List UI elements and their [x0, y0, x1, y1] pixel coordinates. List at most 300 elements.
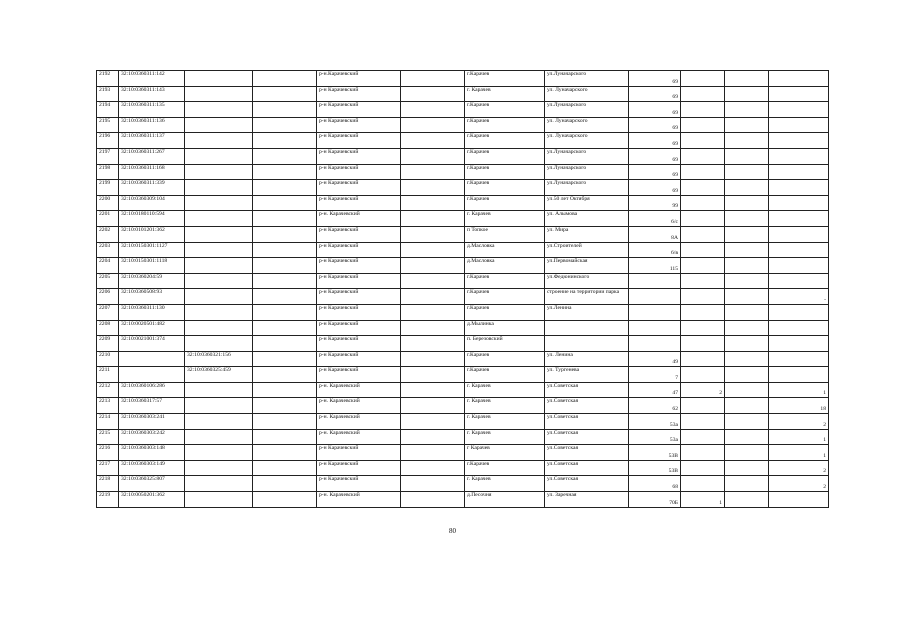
cell-settlement: г.Карачев: [465, 102, 545, 118]
cell-c10: [681, 148, 725, 164]
cell-settlement: г.Карачев: [465, 71, 545, 87]
cell-settlement: д.Мылинка: [465, 320, 545, 336]
cell-no: 2199: [97, 180, 119, 196]
cell-no: 2193: [97, 86, 119, 102]
cell-settlement: г. Карачев: [465, 211, 545, 227]
table-row: [97, 460, 829, 476]
cell-house: 69: [629, 148, 681, 164]
cell-c10: [681, 86, 725, 102]
cell-settlement: г. Карачев: [465, 398, 545, 414]
table-row: [97, 289, 829, 305]
table-row: [97, 304, 829, 320]
cell-cad1: 32:10:0150301:1127: [119, 242, 185, 258]
cell-street: ул.Советская: [545, 460, 629, 476]
cell-c10: [681, 133, 725, 149]
cell-district: р-н Карачевский: [317, 320, 401, 336]
cell-c10: [681, 336, 725, 352]
cell-c12: [769, 258, 829, 274]
table-row: [97, 180, 829, 196]
cell-c10: [681, 320, 725, 336]
cell-c10: [681, 71, 725, 87]
cell-cad1: 32:10:0360204:59: [119, 273, 185, 289]
cell-no: 2195: [97, 117, 119, 133]
cell-c10: [681, 476, 725, 492]
cell-c11: [725, 102, 769, 118]
cell-no: 2200: [97, 195, 119, 211]
cell-c6: [401, 460, 465, 476]
cell-c12: [769, 117, 829, 133]
cell-cad1: 32:10:0360325:807: [119, 476, 185, 492]
cell-c4: [253, 86, 317, 102]
cell-cad1: 32:10:0180110:594: [119, 211, 185, 227]
table-row: [97, 164, 829, 180]
cell-c4: [253, 320, 317, 336]
table-row: [97, 414, 829, 430]
cell-street: ул.Советская: [545, 445, 629, 461]
cell-district: р-н Карачевский: [317, 367, 401, 383]
cell-c11: [725, 492, 769, 508]
cell-c6: [401, 367, 465, 383]
cell-street: ул.50 лет Октября: [545, 195, 629, 211]
cell-no: 2212: [97, 382, 119, 398]
cell-street: ул. Тургенева: [545, 367, 629, 383]
cell-cad2: [185, 445, 253, 461]
cell-settlement: г.Карачев: [465, 351, 545, 367]
cell-c6: [401, 445, 465, 461]
cell-house: 53В: [629, 460, 681, 476]
cell-street: ул. Мира: [545, 226, 629, 242]
cell-c10: [681, 117, 725, 133]
cell-district: р-н Карачевский: [317, 242, 401, 258]
cell-c12: [769, 148, 829, 164]
cell-c11: [725, 414, 769, 430]
cell-cad2: [185, 414, 253, 430]
cell-street: ул. Луначарского: [545, 133, 629, 149]
cell-c10: 2: [681, 382, 725, 398]
cell-c6: [401, 133, 465, 149]
cell-cad2: 32:10:0360321:156: [185, 351, 253, 367]
cell-district: р-н Карачевский: [317, 351, 401, 367]
table-row: [97, 242, 829, 258]
cell-district: р-н. Карачевский: [317, 211, 401, 227]
cell-c12: [769, 351, 829, 367]
cell-cad1: 32:10:0360303:242: [119, 429, 185, 445]
cell-c4: [253, 211, 317, 227]
cell-cad2: [185, 211, 253, 227]
cell-c4: [253, 289, 317, 305]
cell-c6: [401, 180, 465, 196]
cell-c4: [253, 258, 317, 274]
cell-district: р-н Карачевский: [317, 117, 401, 133]
cell-settlement: п. Березовский: [465, 336, 545, 352]
cell-district: р-н Карачевский: [317, 226, 401, 242]
cell-no: 2208: [97, 320, 119, 336]
cell-c6: [401, 351, 465, 367]
cell-street: ул.Советская: [545, 414, 629, 430]
cell-c11: [725, 195, 769, 211]
cell-c6: [401, 258, 465, 274]
cell-street: ул.Советская: [545, 398, 629, 414]
cell-street: ул.Луначарского: [545, 180, 629, 196]
cell-c12: [769, 367, 829, 383]
cell-house: 69: [629, 117, 681, 133]
cell-c12: [769, 102, 829, 118]
cell-c11: [725, 320, 769, 336]
cell-district: р-н Карачевский: [317, 289, 401, 305]
page-number: 80: [449, 527, 456, 535]
cell-no: 2206: [97, 289, 119, 305]
table-row: [97, 367, 829, 383]
cell-cad1: 32:10:0360303:149: [119, 460, 185, 476]
cell-house: 69: [629, 71, 681, 87]
cell-c12: [769, 180, 829, 196]
table-row: [97, 195, 829, 211]
cell-cad2: 32:10:0360325:459: [185, 367, 253, 383]
cell-house: 69: [629, 133, 681, 149]
cell-house: [629, 304, 681, 320]
cell-house: 53В: [629, 445, 681, 461]
cell-c12: [769, 71, 829, 87]
cell-house: 69: [629, 180, 681, 196]
cell-c10: [681, 351, 725, 367]
cell-cad2: [185, 398, 253, 414]
cell-no: 2209: [97, 336, 119, 352]
cell-house: 99: [629, 195, 681, 211]
cell-house: 47: [629, 382, 681, 398]
cell-c4: [253, 382, 317, 398]
cell-c12: [769, 492, 829, 508]
cell-c12: -: [769, 289, 829, 305]
cell-house: 7: [629, 367, 681, 383]
table-row: [97, 273, 829, 289]
cell-c11: [725, 148, 769, 164]
cell-street: строение на территории парка: [545, 289, 629, 305]
cell-district: р-н Карачевский: [317, 445, 401, 461]
cell-house: [629, 336, 681, 352]
cell-c4: [253, 242, 317, 258]
cell-c10: [681, 102, 725, 118]
cell-house: 69: [629, 86, 681, 102]
cell-cad1: 32:10:0360311:143: [119, 86, 185, 102]
cell-cad1: 32:10:0360311:142: [119, 71, 185, 87]
cell-settlement: г. Карачев: [465, 476, 545, 492]
cell-house: [629, 289, 681, 305]
table-row: [97, 351, 829, 367]
cell-c10: [681, 273, 725, 289]
cell-cad1: 32:10:0360317:57: [119, 398, 185, 414]
cell-street: ул. Луначарского: [545, 117, 629, 133]
cell-c4: [253, 71, 317, 87]
cell-c10: [681, 164, 725, 180]
cell-c4: [253, 429, 317, 445]
cell-cad2: [185, 336, 253, 352]
cell-c12: [769, 133, 829, 149]
cell-cad1: 32:10:0360311:168: [119, 164, 185, 180]
cell-c6: [401, 86, 465, 102]
cell-c11: [725, 133, 769, 149]
cell-cad2: [185, 460, 253, 476]
cell-c4: [253, 195, 317, 211]
cell-house: 115: [629, 258, 681, 274]
cell-c11: [725, 258, 769, 274]
cell-cad2: [185, 148, 253, 164]
cell-c4: [253, 148, 317, 164]
cell-street: ул. Алымова: [545, 211, 629, 227]
cell-no: 2205: [97, 273, 119, 289]
cell-c10: 1: [681, 492, 725, 508]
table-row: [97, 148, 829, 164]
cell-c6: [401, 71, 465, 87]
cell-cad1: 32:10:0360311:136: [119, 117, 185, 133]
cell-c11: [725, 289, 769, 305]
cell-settlement: г.Карачев: [465, 289, 545, 305]
cell-settlement: г.Карачев: [465, 273, 545, 289]
cell-cad1: [119, 367, 185, 383]
cell-cad1: [119, 351, 185, 367]
cell-c4: [253, 445, 317, 461]
cell-district: р-н Карачевский: [317, 180, 401, 196]
cell-house: 53а: [629, 414, 681, 430]
cell-c6: [401, 102, 465, 118]
cell-c6: [401, 195, 465, 211]
cell-c6: [401, 273, 465, 289]
cell-street: ул.Советская: [545, 429, 629, 445]
cell-c6: [401, 242, 465, 258]
cell-cad2: [185, 195, 253, 211]
cell-district: р-н Карачевский: [317, 195, 401, 211]
cell-settlement: г.Карачев: [465, 460, 545, 476]
cell-c10: [681, 460, 725, 476]
table-row: [97, 226, 829, 242]
cell-c6: [401, 226, 465, 242]
cell-cad1: 32:10:0360309:104: [119, 195, 185, 211]
cell-c12: 2: [769, 460, 829, 476]
cell-district: р-н. Карачевский: [317, 382, 401, 398]
cell-settlement: г Карачев: [465, 445, 545, 461]
table-row: [97, 258, 829, 274]
cell-house: 68: [629, 476, 681, 492]
cell-house: 49: [629, 351, 681, 367]
cell-c12: [769, 273, 829, 289]
cell-c10: [681, 226, 725, 242]
cell-c12: 2: [769, 414, 829, 430]
cell-c4: [253, 476, 317, 492]
cell-street: [545, 336, 629, 352]
cell-c11: [725, 460, 769, 476]
cell-district: р-н Карачевский: [317, 336, 401, 352]
cell-no: 2219: [97, 492, 119, 508]
cell-settlement: д.Масловка: [465, 242, 545, 258]
cell-district: р-н Карачевский: [317, 164, 401, 180]
cell-street: ул.Строителей: [545, 242, 629, 258]
cell-c12: [769, 226, 829, 242]
cell-c12: [769, 304, 829, 320]
cell-c6: [401, 382, 465, 398]
cell-c10: [681, 211, 725, 227]
cell-c4: [253, 367, 317, 383]
cell-c11: [725, 304, 769, 320]
cell-c4: [253, 460, 317, 476]
cell-no: 2194: [97, 102, 119, 118]
cell-cad2: [185, 71, 253, 87]
cell-cad2: [185, 492, 253, 508]
cell-c12: [769, 211, 829, 227]
cell-no: 2196: [97, 133, 119, 149]
cell-c6: [401, 429, 465, 445]
cell-c10: [681, 289, 725, 305]
cell-house: 53а: [629, 429, 681, 445]
cell-no: 2192: [97, 71, 119, 87]
cell-cad2: [185, 226, 253, 242]
cell-c12: [769, 164, 829, 180]
cell-no: 2202: [97, 226, 119, 242]
cell-c11: [725, 242, 769, 258]
table-row: [97, 211, 829, 227]
cell-street: ул.Ленина: [545, 304, 629, 320]
table-row: [97, 398, 829, 414]
cell-cad1: 32:10:0050201:362: [119, 492, 185, 508]
cell-cad1: 32:10:0360303:241: [119, 414, 185, 430]
cell-c11: [725, 164, 769, 180]
cell-c10: [681, 367, 725, 383]
cell-street: ул.Луначарского: [545, 102, 629, 118]
cell-c4: [253, 273, 317, 289]
cell-settlement: г.Карачев: [465, 367, 545, 383]
cell-c12: 18: [769, 398, 829, 414]
cell-cad1: 32:10:0360508:93: [119, 289, 185, 305]
cell-c11: [725, 398, 769, 414]
table-row: [97, 445, 829, 461]
cell-c10: [681, 429, 725, 445]
cell-c10: [681, 242, 725, 258]
cell-cad2: [185, 476, 253, 492]
cell-district: р-н. Карачевский: [317, 492, 401, 508]
cell-no: 2213: [97, 398, 119, 414]
cell-c11: [725, 382, 769, 398]
cell-c6: [401, 304, 465, 320]
cell-c10: [681, 414, 725, 430]
cell-c10: [681, 195, 725, 211]
table-row: [97, 429, 829, 445]
cell-district: р-н. Карачевский: [317, 398, 401, 414]
cell-no: 2211: [97, 367, 119, 383]
table-row: [97, 492, 829, 508]
cell-street: ул.Первомайская: [545, 258, 629, 274]
cell-c4: [253, 226, 317, 242]
cell-cad1: 32:10:0020501:482: [119, 320, 185, 336]
table-row: [97, 320, 829, 336]
cell-district: р-н.Карачевский: [317, 71, 401, 87]
table-row: [97, 476, 829, 492]
cell-no: 2207: [97, 304, 119, 320]
cell-settlement: г. Карачев: [465, 414, 545, 430]
cell-settlement: г. Карачев: [465, 429, 545, 445]
cell-cad2: [185, 273, 253, 289]
cell-c12: 1: [769, 382, 829, 398]
table-row: [97, 117, 829, 133]
cell-c12: 2: [769, 476, 829, 492]
cell-settlement: г. Карачев: [465, 382, 545, 398]
cell-street: ул. Луначарского: [545, 86, 629, 102]
cell-no: 2216: [97, 445, 119, 461]
cell-c12: [769, 195, 829, 211]
cell-c10: [681, 398, 725, 414]
cell-no: 2217: [97, 460, 119, 476]
cell-c6: [401, 164, 465, 180]
cell-settlement: г.Карачев: [465, 195, 545, 211]
cell-settlement: г.Карачев: [465, 304, 545, 320]
cell-house: 70Б: [629, 492, 681, 508]
cell-c12: 1: [769, 445, 829, 461]
cell-district: р-н Карачевский: [317, 273, 401, 289]
cell-street: ул.Советская: [545, 382, 629, 398]
table-row: [97, 133, 829, 149]
cell-district: р-н. Карачевский: [317, 429, 401, 445]
cell-c11: [725, 429, 769, 445]
cell-c6: [401, 289, 465, 305]
cell-house: 8А: [629, 226, 681, 242]
cell-settlement: п Топкое: [465, 226, 545, 242]
cell-c11: [725, 445, 769, 461]
cell-cad1: 32:10:0101201:362: [119, 226, 185, 242]
cell-c4: [253, 180, 317, 196]
cell-house: 6/в: [629, 242, 681, 258]
register-table: [96, 70, 829, 508]
cell-cad2: [185, 382, 253, 398]
cell-c11: [725, 336, 769, 352]
cell-cad1: 32:10:0360311:130: [119, 304, 185, 320]
cell-street: ул.Советская: [545, 476, 629, 492]
cell-district: р-н Карачевский: [317, 258, 401, 274]
cell-c12: 1: [769, 429, 829, 445]
cell-c12: [769, 336, 829, 352]
cell-cad2: [185, 117, 253, 133]
cell-house: 62: [629, 398, 681, 414]
cell-street: ул.Луначарского: [545, 148, 629, 164]
cell-settlement: г.Карачев: [465, 133, 545, 149]
cell-c11: [725, 180, 769, 196]
cell-c11: [725, 367, 769, 383]
cell-settlement: г.Карачев: [465, 148, 545, 164]
cell-c6: [401, 117, 465, 133]
cell-cad2: [185, 304, 253, 320]
cell-no: 2214: [97, 414, 119, 430]
table-body: [97, 71, 829, 508]
cell-street: ул.Луначарского: [545, 71, 629, 87]
cell-cad2: [185, 289, 253, 305]
cell-c6: [401, 492, 465, 508]
cell-cad2: [185, 242, 253, 258]
cell-settlement: г. Карачев: [465, 86, 545, 102]
cell-c4: [253, 164, 317, 180]
cell-district: р-н Карачевский: [317, 133, 401, 149]
cell-settlement: г.Карачев: [465, 117, 545, 133]
cell-street: [545, 320, 629, 336]
cell-c10: [681, 304, 725, 320]
cell-c4: [253, 398, 317, 414]
cell-c11: [725, 351, 769, 367]
cell-c4: [253, 304, 317, 320]
table-row: [97, 71, 829, 87]
cell-cad2: [185, 429, 253, 445]
cell-street: ул. Заречная: [545, 492, 629, 508]
cell-district: р-н Карачевский: [317, 102, 401, 118]
cell-c10: [681, 445, 725, 461]
cell-house: 69: [629, 164, 681, 180]
cell-no: 2203: [97, 242, 119, 258]
cell-c6: [401, 148, 465, 164]
table-row: [97, 86, 829, 102]
